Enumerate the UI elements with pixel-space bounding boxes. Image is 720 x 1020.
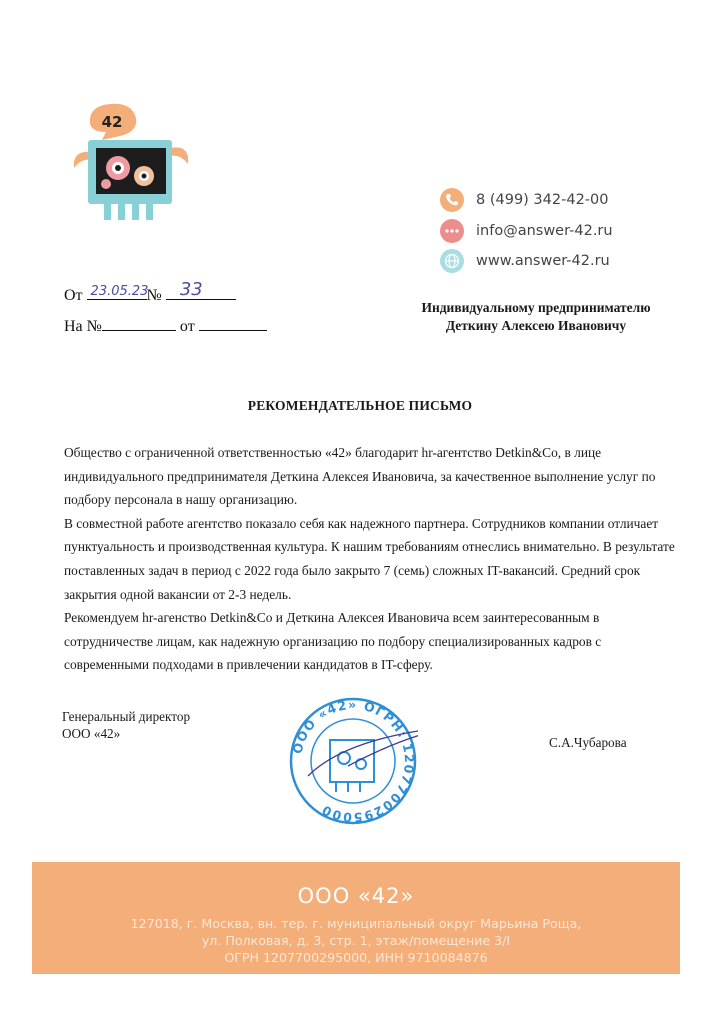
website: www.answer-42.ru <box>476 253 610 269</box>
ot-field <box>199 314 267 331</box>
footer-banner <box>32 862 680 974</box>
stamp-text: ООО «42» ОГРН: 1207700295000 <box>289 696 418 826</box>
signatory-position: Генеральный директор <box>62 709 191 724</box>
logo-text: 42 <box>101 113 123 131</box>
footer-registration: ОГРН 1207700295000, ИНН 9710084876 <box>224 950 488 965</box>
email-address: info@answer-42.ru <box>476 223 613 239</box>
chat-icon <box>440 219 464 243</box>
letter-body <box>64 441 684 677</box>
recipient-block <box>400 299 672 335</box>
contact-site <box>440 249 610 273</box>
signatory-company: ООО «42» <box>62 726 121 741</box>
na-label: На № <box>64 318 102 335</box>
paragraph-3: Рекомендуем hr-агенство Detkin&Co и Деткина Алексея Ивановича всем заинтересованным в сотрудничестве лицам, как надежную организацию по подбору специализированных кадров с современными подходами в привлечении кандидатов в IT-сферу. <box>64 610 602 673</box>
footer-company: ООО «42» <box>297 884 415 908</box>
ot-label: от <box>179 318 195 335</box>
recipient-line-1: Индивидуальному предпринимателю <box>421 300 651 315</box>
contact-phone <box>440 188 608 212</box>
date-handwritten: 23.05.23 <box>90 284 149 299</box>
signatory-block <box>62 708 190 742</box>
phone-icon <box>440 188 464 212</box>
from-label: От <box>64 287 83 304</box>
signatory-name: С.А.Чубарова <box>549 735 627 750</box>
footer-address-line-2: ул. Полковая, д. 3, стр. 1, этаж/помещение 3/I <box>201 933 511 948</box>
footer-address-line-1: 127018, г. Москва, вн. тер. г. муниципальный округ Марьина Роща, <box>130 916 582 931</box>
number-label: № <box>146 287 162 304</box>
date-field <box>87 283 147 300</box>
company-stamp <box>288 696 418 826</box>
globe-icon <box>440 249 464 273</box>
paragraph-2: В совместной работе агентство показало себя как надежного партнера. Сотрудников компании отличает пунктуальность и производственная культура. К нашим требованиям отнеслись внимательно. В результате поставленных задач в период с 2022 года было закрыто 7 (семь) сложных IT-вакансий. Средний срок закрытия одной вакансии от 2-3 недель. <box>64 515 675 602</box>
phone-number: 8 (499) 342-42-00 <box>476 192 609 208</box>
na-field <box>102 314 176 331</box>
reference-na-line <box>64 314 267 336</box>
paragraph-1: Общество с ограниченной ответственностью «42» благодарит hr-агентство Detkin&Co, в лице индивидуального предпринимателя Деткина Алексея Ивановича, за качественное выполнение услуг по подбору персонала в нашу организацию. <box>64 445 656 508</box>
reference-from-line <box>64 279 236 305</box>
number-field <box>166 279 236 300</box>
company-logo <box>62 96 194 226</box>
letter-title: РЕКОМЕНДАТЕЛЬНОЕ ПИСЬМО <box>247 398 473 413</box>
contact-email <box>440 219 613 243</box>
recipient-line-2: Деткину Алексею Ивановичу <box>445 318 627 333</box>
number-handwritten: 33 <box>179 279 203 300</box>
